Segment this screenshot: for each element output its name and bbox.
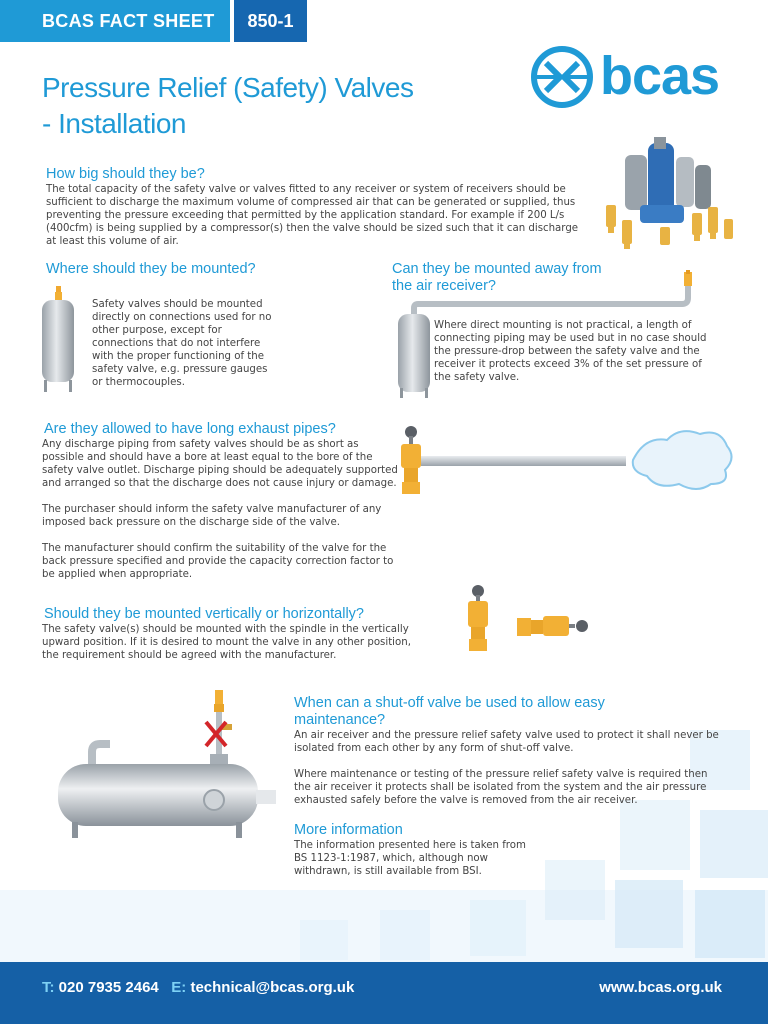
section-exhaust-heading: Are they allowed to have long exhaust pipes? xyxy=(44,421,336,437)
section-mounted-heading: Where should they be mounted? xyxy=(46,261,256,277)
section-shutoff-para2: Where maintenance or testing of the pressure relief safety valve is required then the air receiver it protects shall be isolated from the system and the air pressure exhausted safely before the valve is removed from the air receiver. xyxy=(294,769,708,806)
vertical-receiver-illustration xyxy=(38,284,78,394)
section-mounted-heading-wrap xyxy=(46,261,346,278)
section-more-info-body: The information presented here is taken from BS 1123-1:1987, which, although now withdrawn, is still available from BSI. xyxy=(294,840,526,877)
section-size-body: The total capacity of the safety valve or valves fitted to any receiver or system of receivers should be sufficient to discharge the maximum volume of compressed air that can be generated or supplied, thus preventing the pressure exceeding that permitted by the application standard. For example if 200 L/s (400cfm) is being supplied by a compressor(s) then the valve should be sized such that it can discharge at least this volume of air. xyxy=(46,184,579,247)
section-mounted-body: Safety valves should be mounted directly on connections used for no other purpose, except for connections that do not interfere with the proper functioning of the safety valve, e.g. pressure gauges or thermocouples. xyxy=(92,299,272,388)
valve-orientation-illustration xyxy=(455,583,605,658)
section-away-heading: Can they be mounted away from the air receiver? xyxy=(392,261,602,294)
section-exhaust xyxy=(42,421,402,581)
section-mounted-body-wrap xyxy=(92,298,272,389)
exhaust-pipe-illustration xyxy=(395,418,735,500)
section-away-body-wrap xyxy=(434,319,714,384)
section-shutoff-heading: When can a shut-off valve be used to allow easy maintenance? xyxy=(294,695,605,728)
section-shutoff-para1: An air receiver and the pressure relief safety valve used to protect it shall never be isolated from each other by any form of shut-off valve. xyxy=(294,730,719,754)
section-exhaust-para1: Any discharge piping from safety valves should be as short as possible and should have a bore at least equal to the bore of the safety valve outlet. Discharge piping should be adequately supported and arranged so that the discharge does not cause injury or damage. xyxy=(42,439,398,489)
page-title: Pressure Relief (Safety) Valves - Installation xyxy=(42,72,414,139)
bcas-logo-text: bcas xyxy=(600,46,720,106)
section-size-heading: How big should they be? xyxy=(46,166,205,182)
section-more-info xyxy=(294,822,534,878)
section-exhaust-para2: The purchaser should inform the safety valve manufacturer of any imposed back pressure on the discharge side of the valve. xyxy=(42,504,382,528)
footer-email-link[interactable]: technical@bcas.org.uk xyxy=(190,979,355,996)
fact-sheet-tag: BCAS FACT SHEET xyxy=(0,0,230,42)
horizontal-receiver-illustration xyxy=(52,684,282,844)
section-orientation-body: The safety valve(s) should be mounted with the spindle in the vertically upward position. If it is desired to mount the valve in any other position, the requirement should be agreed with the manufacturer. xyxy=(42,624,411,661)
section-more-info-heading: More information xyxy=(294,822,403,838)
safety-valves-product-image xyxy=(600,135,740,250)
section-orientation-heading: Should they be mounted vertically or horizontally? xyxy=(44,606,364,622)
fact-sheet-number: 850-1 xyxy=(234,0,307,42)
footer-contact: T: 020 7935 2464 E: technical@bcas.org.uk xyxy=(42,979,355,996)
section-orientation xyxy=(42,606,422,662)
footer-phone[interactable]: 020 7935 2464 xyxy=(58,979,159,996)
footer-website-link[interactable]: www.bcas.org.uk xyxy=(599,979,722,996)
section-shutoff xyxy=(294,695,724,807)
section-exhaust-para3: The manufacturer should confirm the suitability of the valve for the back pressure specified and provide the capacity correction factor to be applied when appropriate. xyxy=(42,543,394,580)
section-size xyxy=(42,166,582,248)
bcas-logo-icon xyxy=(530,44,596,110)
section-away-body: Where direct mounting is not practical, a length of connecting piping may be used but in no case should the pressure-drop between the safety valve and the receiver it protects exceed 3% of the set pressure of the safety valve. xyxy=(434,320,707,383)
